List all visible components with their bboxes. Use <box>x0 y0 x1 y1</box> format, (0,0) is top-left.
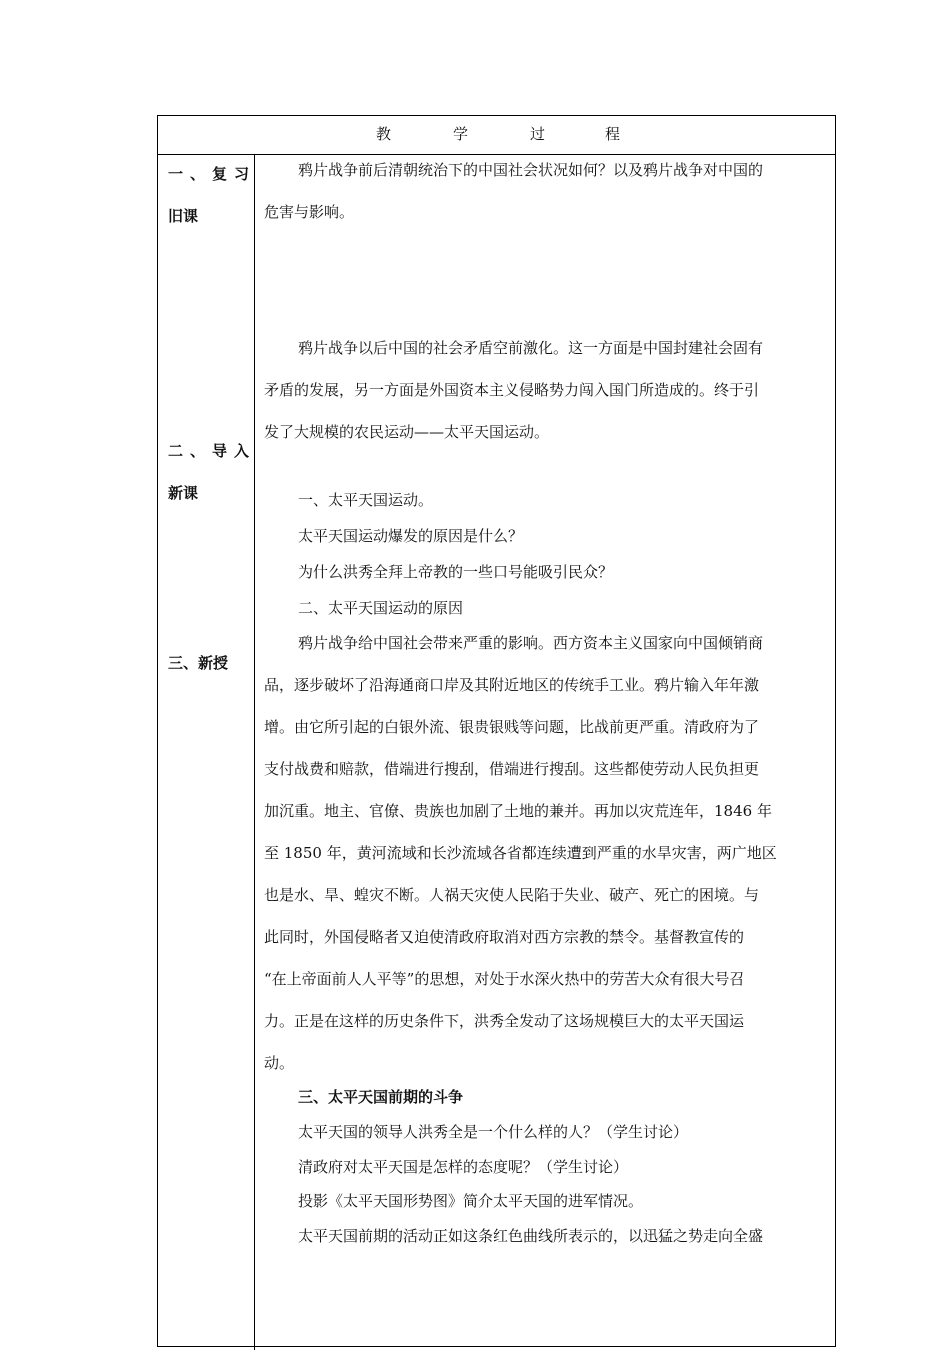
content-line: 危害与影响。 <box>264 203 355 221</box>
content-line: 太平天国运动爆发的原因是什么？ <box>298 527 524 545</box>
column-divider <box>254 155 255 1350</box>
header-char: 教 <box>376 125 392 143</box>
section-label-intro: 新课 <box>168 484 199 502</box>
content-line: 清政府对太平天国是怎样的态度呢？（学生讨论） <box>298 1158 629 1176</box>
content-line: “在上帝面前人人平等”的思想，对处于水深火热中的劳苦大众有很大号召 <box>264 970 745 988</box>
section-label-review: 旧课 <box>168 207 199 225</box>
content-line: 也是水、旱、蝗灾不断。人祸天灾使人民陷于失业、破产、死亡的困境。与 <box>264 886 760 904</box>
content-line: 发了大规模的农民运动——太平天国运动。 <box>264 423 550 441</box>
table-header-row <box>158 116 835 155</box>
section-label-review: 一、复习 <box>168 165 257 183</box>
header-char: 程 <box>605 125 621 143</box>
header-char: 学 <box>453 125 469 143</box>
content-line: 一、太平天国运动。 <box>298 491 434 509</box>
content-line: 为什么洪秀全拜上帝教的一些口号能吸引民众？ <box>298 563 614 581</box>
content-line: 力。正是在这样的历史条件下，洪秀全发动了这场规模巨大的太平天国运 <box>264 1012 745 1030</box>
content-line: 投影《太平天国形势图》简介太平天国的进军情况。 <box>298 1192 644 1210</box>
section-label-intro: 二、导入 <box>168 442 257 460</box>
content-line: 太平天国前期的活动正如这条红色曲线所表示的，以迅猛之势走向全盛 <box>298 1227 764 1245</box>
content-line: 加沉重。地主、官僚、贵族也加剧了土地的兼并。再加以灾荒连年，1846 年 <box>264 802 772 820</box>
header-char: 过 <box>530 125 546 143</box>
content-line: 此同时，外国侵略者又迫使清政府取消对西方宗教的禁令。基督教宣传的 <box>264 928 745 946</box>
content-line: 增。由它所引起的白银外流、银贵银贱等问题，比战前更严重。清政府为了 <box>264 718 760 736</box>
content-line: 二、太平天国运动的原因 <box>298 599 464 617</box>
content-line: 支付战费和赔款，借端进行搜刮，借端进行搜刮。这些都使劳动人民负担更 <box>264 760 760 778</box>
content-line: 至 1850 年，黄河流域和长沙流域各省都连续遭到严重的水旱灾害，两广地区 <box>264 844 777 862</box>
lesson-process-table <box>157 115 836 1347</box>
content-line: 矛盾的发展，另一方面是外国资本主义侵略势力闯入国门所造成的。终于引 <box>264 381 760 399</box>
content-line: 动。 <box>264 1054 295 1072</box>
content-heading: 三、太平天国前期的斗争 <box>298 1088 464 1106</box>
section-label-new: 三、新授 <box>168 654 229 672</box>
content-line: 鸦片战争前后清朝统治下的中国社会状况如何？以及鸦片战争对中国的 <box>298 161 764 179</box>
content-line: 鸦片战争给中国社会带来严重的影响。西方资本主义国家向中国倾销商 <box>298 634 764 652</box>
content-line: 太平天国的领导人洪秀全是一个什么样的人？（学生讨论） <box>298 1123 689 1141</box>
content-line: 品，逐步破坏了沿海通商口岸及其附近地区的传统手工业。鸦片输入年年激 <box>264 676 760 694</box>
content-line: 鸦片战争以后中国的社会矛盾空前激化。这一方面是中国封建社会固有 <box>298 339 764 357</box>
